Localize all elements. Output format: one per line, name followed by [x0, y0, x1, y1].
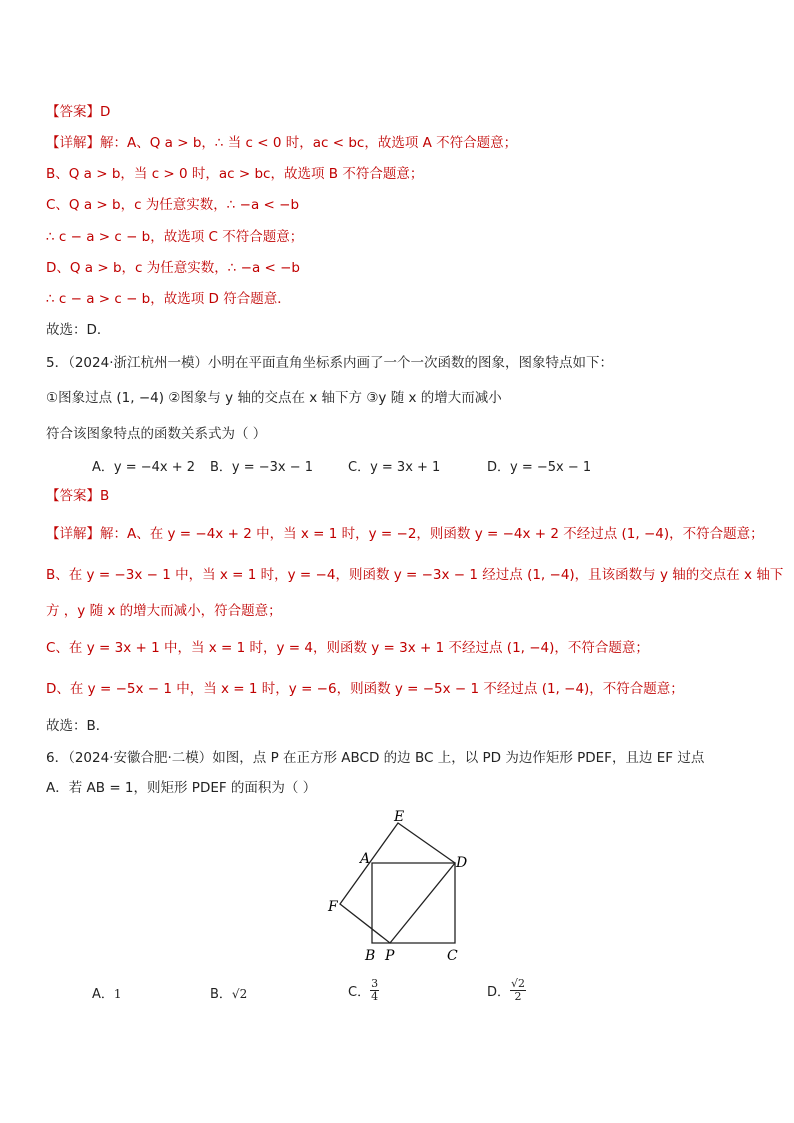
q5-detail-line-2: B、在 y = −3x − 1 中，当 x = 1 时，y = −4，则函数 y = −3x − 1 经过点 (1, −4)，且该函数与 y 轴的交点在 x 轴下: [46, 567, 784, 583]
q5-answer-line: [46, 487, 109, 505]
label-e: E: [394, 809, 405, 825]
q6-figure: [320, 800, 480, 970]
square-abcd: [372, 863, 455, 943]
label-a: A: [360, 851, 371, 867]
q5-option-c: C．y = 3x + 1: [348, 460, 441, 475]
q5-choose: 故选：B．: [46, 718, 110, 734]
label-p: P: [385, 948, 395, 964]
q5-detail-line-1: [46, 525, 764, 543]
q6-option-b-label: B．: [210, 987, 232, 1002]
q6-option-d-label: D．: [487, 985, 511, 1000]
q5-detail-line-4: C、在 y = 3x + 1 中，当 x = 1 时，y = 4，则函数 y = 3x + 1 不经过点 (1, −4)，不符合题意；: [46, 640, 649, 656]
q6-option-c-numerator: 3: [371, 977, 379, 990]
q4-answer-line: [46, 103, 110, 121]
q4-detail-line-3: C、Q a > b，c 为任意实数，∴ −a < −b: [46, 197, 300, 213]
q6-option-d: [487, 978, 526, 1003]
q5-ask: 符合该图象特点的函数关系式为（ ）: [46, 426, 267, 442]
q6-option-a-value: 1: [113, 987, 122, 1001]
q6-option-d-denominator: 2: [514, 990, 522, 1003]
label-b: B: [365, 948, 376, 964]
label-f: F: [328, 899, 338, 915]
q5-answer-value: B: [100, 488, 110, 504]
q6-option-c-label: C．: [348, 985, 371, 1000]
q5-stem: 5．（2024·浙江杭州一模）小明在平面直角坐标系内画了一个一次函数的图象，图象特点如下：: [46, 355, 613, 371]
q6-option-c-denominator: 4: [371, 990, 379, 1003]
rectangle-pdef: [340, 823, 455, 943]
q6-option-d-fraction: [510, 978, 526, 1003]
q4-detail-line-4: ∴ c − a > c − b，故选项 C 不符合题意；: [46, 229, 304, 245]
q4-detail-line-6: ∴ c − a > c − b，故选项 D 符合题意．: [46, 291, 291, 307]
q4-detail-line-5: D、Q a > b，c 为任意实数，∴ −a < −b: [46, 260, 301, 276]
q6-option-b: [210, 983, 247, 1002]
q4-detail-line-1: [46, 134, 517, 152]
q6-option-d-numerator: √2: [511, 977, 526, 990]
q5-features: ①图象过点 (1, −4) ②图象与 y 轴的交点在 x 轴下方 ③y 随 x 的增大而减小: [46, 390, 502, 406]
q4-detail-line-2: B、Q a > b，当 c > 0 时，ac > bc，故选项 B 不符合题意；: [46, 166, 424, 182]
q6-option-c: [348, 978, 379, 1003]
q6-option-c-fraction: [370, 978, 379, 1003]
label-c: C: [447, 948, 458, 964]
q4-detail-label: 【详解】: [46, 135, 100, 151]
q6-stem-2: A．若 AB = 1，则矩形 PDEF 的面积为（ ）: [46, 780, 317, 796]
q5-detail-line-5: D、在 y = −5x − 1 中，当 x = 1 时，y = −6，则函数 y = −5x − 1 不经过点 (1, −4)，不符合题意；: [46, 681, 684, 697]
q5-detail-text-1: 解：A、在 y = −4x + 2 中，当 x = 1 时，y = −2，则函数 y = −4x + 2 不经过点 (1, −4)，不符合题意；: [100, 526, 764, 542]
q5-options: [92, 456, 732, 474]
q4-answer-label: 【答案】: [46, 104, 100, 120]
q5-detail-line-3: 方 ，y 随 x 的增大而减小，符合题意；: [46, 603, 282, 619]
q6-option-b-value: √2: [231, 987, 248, 1001]
label-d: D: [456, 855, 468, 871]
q4-detail-text-1: 解：A、Q a > b，∴ 当 c < 0 时，ac < bc，故选项 A 不符合题意；: [100, 135, 518, 151]
q5-answer-label: 【答案】: [46, 488, 100, 504]
q6-options: [92, 978, 732, 1012]
q4-choose: 故选：D．: [46, 322, 111, 338]
q6-option-a: [92, 983, 122, 1002]
q5-option-a: A．y = −4x + 2: [92, 460, 196, 475]
q6-stem-1: 6．（2024·安徽合肥·二模）如图，点 P 在正方形 ABCD 的边 BC 上，以 PD 为边作矩形 PDEF，且边 EF 过点: [46, 750, 705, 766]
q5-detail-label: 【详解】: [46, 526, 100, 542]
q5-option-b: B．y = −3x − 1: [210, 460, 314, 475]
q4-answer-value: D: [100, 104, 111, 120]
q6-option-a-label: A．: [92, 987, 114, 1002]
q5-option-d: D．y = −5x − 1: [487, 460, 592, 475]
